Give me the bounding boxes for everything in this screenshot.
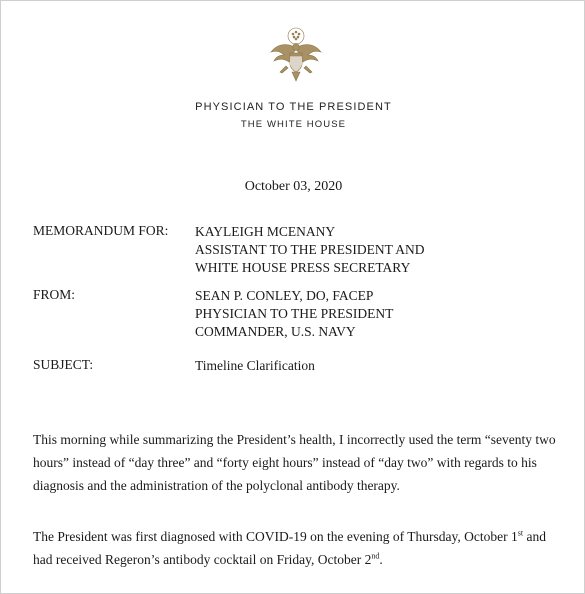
memorandum-recipient bbox=[195, 223, 424, 277]
recipient-line: ASSISTANT TO THE PRESIDENT AND bbox=[195, 242, 425, 257]
body-paragraph-2 bbox=[33, 525, 563, 571]
from-label: FROM: bbox=[33, 287, 76, 302]
paragraph-line: had received Regeron’s antibody cocktail on Friday, October 2nd. bbox=[33, 551, 383, 567]
memorandum-label: MEMORANDUM FOR: bbox=[33, 223, 169, 238]
paragraph-line: The President was first diagnosed with COVID-19 on the evening of Thursday, October 1st and bbox=[33, 528, 546, 544]
org-title: PHYSICIAN TO THE PRESIDENT bbox=[195, 101, 392, 113]
subject-label: SUBJECT: bbox=[33, 357, 94, 372]
paragraph-line: hours” instead of “day three” and “forty eight hours” instead of “day two” with regards to his bbox=[33, 455, 537, 470]
subject-text: Timeline Clarification bbox=[195, 358, 315, 373]
org-subtitle: THE WHITE HOUSE bbox=[240, 119, 347, 130]
body-paragraph-1 bbox=[33, 428, 563, 497]
paragraph-line: This morning while summarizing the President’s health, I incorrectly used the term “seventy two bbox=[33, 432, 556, 447]
sender-line: COMMANDER, U.S. NAVY bbox=[195, 324, 356, 339]
recipient-line: WHITE HOUSE PRESS SECRETARY bbox=[195, 260, 411, 275]
eagle-seal-icon bbox=[265, 26, 327, 88]
recipient-line: KAYLEIGH MCENANY bbox=[195, 224, 336, 239]
memo-date: October 03, 2020 bbox=[244, 179, 343, 194]
sender-line: SEAN P. CONLEY, DO, FACEP bbox=[195, 288, 374, 303]
from-sender bbox=[195, 287, 393, 341]
paragraph-line: diagnosis and the administration of the polyclonal antibody therapy. bbox=[33, 478, 400, 493]
sender-line: PHYSICIAN TO THE PRESIDENT bbox=[195, 306, 394, 321]
